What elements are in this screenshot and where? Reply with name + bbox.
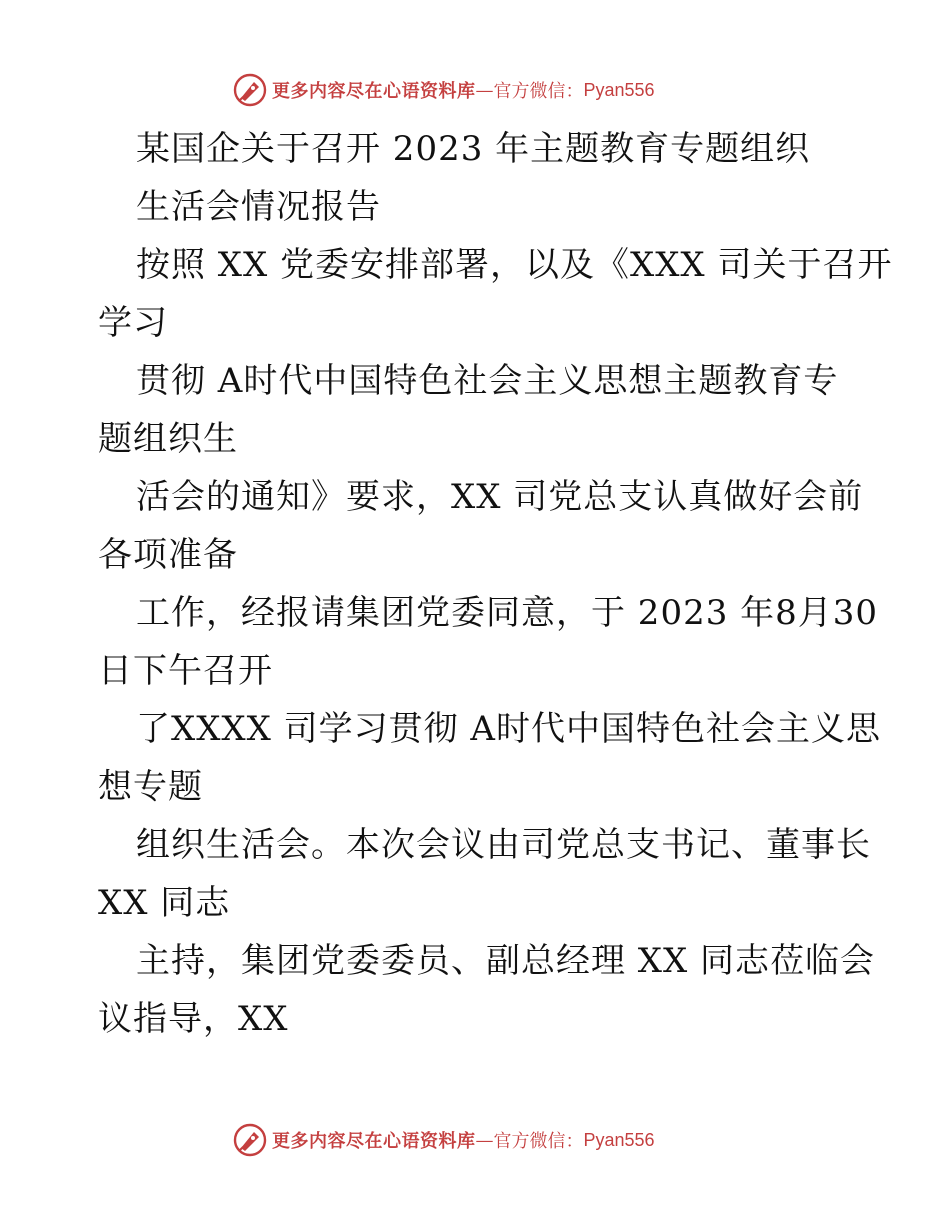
paragraph-line: XX 同志 xyxy=(98,883,231,923)
paragraph-line: 主持，集团党委委员、副总经理 XX 同志莅临会 xyxy=(136,941,876,981)
paragraph-line: 学习 xyxy=(98,303,168,343)
paragraph-line: 活会的通知》要求，XX 司党总支认真做好会前 xyxy=(136,477,864,517)
paragraph-line: 了XXXX 司学习贯彻 A时代中国特色社会主义思 xyxy=(136,709,881,749)
watermark-wechat-label: 官方微信： xyxy=(493,1131,584,1152)
watermark-dash: — xyxy=(475,1129,494,1151)
document-body xyxy=(98,120,893,1048)
watermark-text: 更多内容尽在心语资料库 xyxy=(272,81,476,102)
watermark-wechat-label: 官方微信： xyxy=(493,81,584,102)
paragraph-line: 工作，经报请集团党委同意，于 2023 年8月30 xyxy=(136,593,879,633)
paragraph-line: 题组织生 xyxy=(98,419,238,459)
title-line-2: 生活会情况报告 xyxy=(136,187,381,227)
watermark-banner-top xyxy=(232,70,655,110)
paragraph-line: 各项准备 xyxy=(98,535,238,575)
paragraph-line: 议指导，XX xyxy=(98,999,289,1039)
watermark-text: 更多内容尽在心语资料库 xyxy=(272,1131,476,1152)
pen-nib-logo-icon xyxy=(232,1122,268,1158)
watermark-wechat-id: Pyan556 xyxy=(583,1129,655,1150)
watermark-banner-bottom xyxy=(232,1120,655,1160)
pen-nib-logo-icon xyxy=(232,72,268,108)
paragraph-line: 按照 XX 党委安排部署，以及《XXX 司关于召开 xyxy=(136,245,893,285)
title-line-1: 某国企关于召开 2023 年主题教育专题组织 xyxy=(136,129,811,169)
paragraph-line: 想专题 xyxy=(98,767,203,807)
watermark-dash: — xyxy=(475,79,494,101)
paragraph-line: 贯彻 A时代中国特色社会主义思想主题教育专 xyxy=(136,361,839,401)
paragraph-line: 日下午召开 xyxy=(98,651,273,691)
watermark-wechat-id: Pyan556 xyxy=(583,79,655,100)
paragraph-line: 组织生活会。本次会议由司党总支书记、董事长 xyxy=(136,825,871,865)
